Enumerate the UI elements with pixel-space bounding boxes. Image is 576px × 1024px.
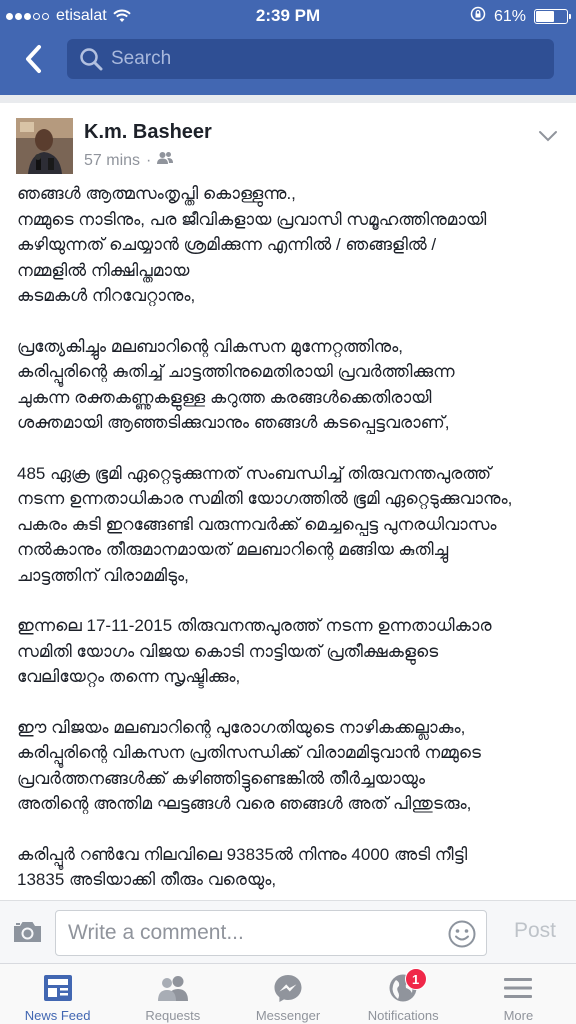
comment-bar [0, 900, 576, 963]
meta-separator: · [146, 151, 152, 169]
post-text-line: പ്രത്യേകിച്ചും മലബാറിന്റെ വികസന മുന്നേറ്റത്തിനും, [17, 336, 403, 356]
carrier-name: etisalat [56, 7, 107, 24]
tab-label: More [503, 1008, 534, 1023]
post-author[interactable]: K.m. Basheer [84, 121, 212, 143]
post-text-line: നൽകാനും തീരുമാനമായത് മലബാറിന്റെ മങ്ങിയ കുതിച്ചു [17, 540, 449, 559]
smiley-icon[interactable] [448, 920, 476, 953]
post-meta [84, 151, 173, 170]
clock: 2:39 PM [255, 6, 321, 25]
post-text-line: ശക്തമായി ആഞ്ഞടിക്കുവാനും ഞങ്ങൾ കടപ്പെട്ടവരാണ്, [17, 413, 450, 432]
tab-news-feed[interactable] [0, 964, 115, 1024]
post-paragraph [17, 334, 565, 436]
tab-label: Requests [145, 1008, 201, 1023]
post-text-line: ഈ വിജയം മലബാറിന്റെ പുരോഗതിയുടെ നാഴികക്കല്ലാകും, [17, 717, 466, 737]
search-input[interactable] [111, 48, 511, 70]
post-time[interactable]: 57 mins [84, 151, 141, 169]
post-text-line: അതിന്റെ അന്തിമ ഘട്ടങ്ങൾ വരെ ഞങ്ങൾ അത് പിന്തുടരും, [17, 794, 472, 813]
post-text-line: നടന്ന ഉന്നതാധികാര സമിതി യോഗത്തിൽ ഭൂമി ഏറ്റെടുക്കുവാനും, [17, 489, 513, 508]
friends-icon [157, 151, 173, 170]
search-icon [79, 47, 103, 71]
post-text-line: സമിതി യോഗം വിജയ കൊടി നാട്ടിയത് പ്രതീക്ഷകളുടെ [17, 641, 439, 661]
status-bar [0, 0, 576, 32]
post-paragraph [17, 181, 565, 309]
post-comment-button[interactable]: Post [513, 919, 556, 942]
post-body [17, 181, 565, 900]
post-text-line: ഇന്നലെ 17-11-2015 തിരുവനന്തപുരത്ത് നടന്ന ഉന്നതാധികാര [17, 616, 492, 635]
menu-icon [503, 972, 533, 1004]
post-text-line: കടമകൾ നിറവേറ്റാനും, [17, 286, 196, 305]
tab-notifications[interactable] [346, 964, 461, 1024]
post-text-line: 485 ഏക്ര ഭൂമി ഏറ്റെടുക്കുന്നത് സംബന്ധിച്ച് തിരുവനന്തപുരത്ത് [17, 463, 492, 483]
battery-percentage: 61% [493, 7, 526, 25]
post-text-line: ചാട്ടത്തിന് വിരാമമിടും, [17, 565, 189, 585]
post-text-line: കരിപ്പൂരിന്റെ കുതിച്ച് ചാട്ടത്തിനുമെതിരായി പ്രവർത്തിക്കുന്ന [17, 362, 455, 381]
post-paragraph [17, 715, 565, 817]
tab-messenger[interactable] [230, 964, 345, 1024]
comment-field[interactable] [55, 910, 487, 956]
battery-icon [534, 9, 568, 24]
tab-label: Notifications [367, 1008, 439, 1023]
post-text-line: കഴിയുന്നത് ചെയ്യാൻ ശ്രമിക്കുന്ന എന്നിൽ / ഞങ്ങളിൽ / [17, 235, 437, 254]
camera-icon [12, 920, 43, 944]
camera-button[interactable] [12, 920, 43, 949]
tab-requests[interactable] [115, 964, 230, 1024]
post-text-line: കരിപ്പൂരിന്റെ വികസന പ്രതിസന്ധിക്ക് വിരാമമിടുവാൻ നമ്മുടെ [17, 743, 481, 762]
post-text-line: കരിപ്പൂർ റൺവേ നിലവിലെ 93835ൽ നിന്നും 4000 അടി നീട്ടി [17, 844, 468, 864]
back-button[interactable] [18, 43, 48, 75]
post-text-line: പ്രവർത്തനങ്ങൾക്ക് കഴിഞ്ഞിട്ടുണ്ടെങ്കിൽ തീർച്ചയായും [17, 768, 426, 788]
rotation-lock-icon [470, 6, 486, 27]
post-card [0, 103, 576, 900]
post-text-line: ഞങ്ങൾ ആത്മസംതൃപ്തി കൊള്ളുന്നു., [17, 184, 296, 203]
post-text-line: നമ്മളിൽ നിക്ഷിപ്തമായ [17, 260, 190, 280]
news-feed-icon [43, 972, 73, 1004]
post-text-line: നമ്മുടെ നാടിനും, പര ജീവികളായ പ്രവാസി സമൂഹത്തിനുമായി [17, 209, 487, 229]
chevron-down-icon [538, 130, 558, 142]
search-row [0, 37, 576, 81]
friend-requests-icon [156, 972, 190, 1004]
tab-more[interactable] [461, 964, 576, 1024]
messenger-icon [273, 972, 303, 1004]
tab-label: Messenger [255, 1008, 321, 1023]
post-paragraph [17, 842, 565, 893]
post-paragraph [17, 461, 565, 589]
comment-input[interactable] [68, 921, 438, 945]
post-text-line: ചുകന്ന രക്തകണ്ണുകളുള്ള കറുത്ത കരങ്ങൾക്കെതിരായി [17, 387, 432, 407]
post-text-line: വേലിയേറ്റം തന്നെ സൃഷ്ടിക്കും, [17, 667, 241, 686]
avatar[interactable] [16, 118, 73, 174]
post-options-button[interactable] [538, 129, 558, 147]
tab-label: News Feed [24, 1008, 91, 1023]
tab-bar [0, 963, 576, 1024]
post-text-line: പകരം കുടി ഇറങ്ങേണ്ടി വരുന്നവർക്ക് മെച്ചപ്പെട്ട പുനരധിവാസം [17, 514, 497, 534]
notification-badge: 1 [405, 968, 427, 990]
search-bar[interactable] [67, 39, 554, 79]
top-header [0, 0, 576, 95]
post-paragraph [17, 613, 565, 690]
post-text-line: 13835 അടിയാക്കി തീരും വരെയും, [17, 870, 277, 889]
chevron-left-icon [24, 44, 42, 74]
